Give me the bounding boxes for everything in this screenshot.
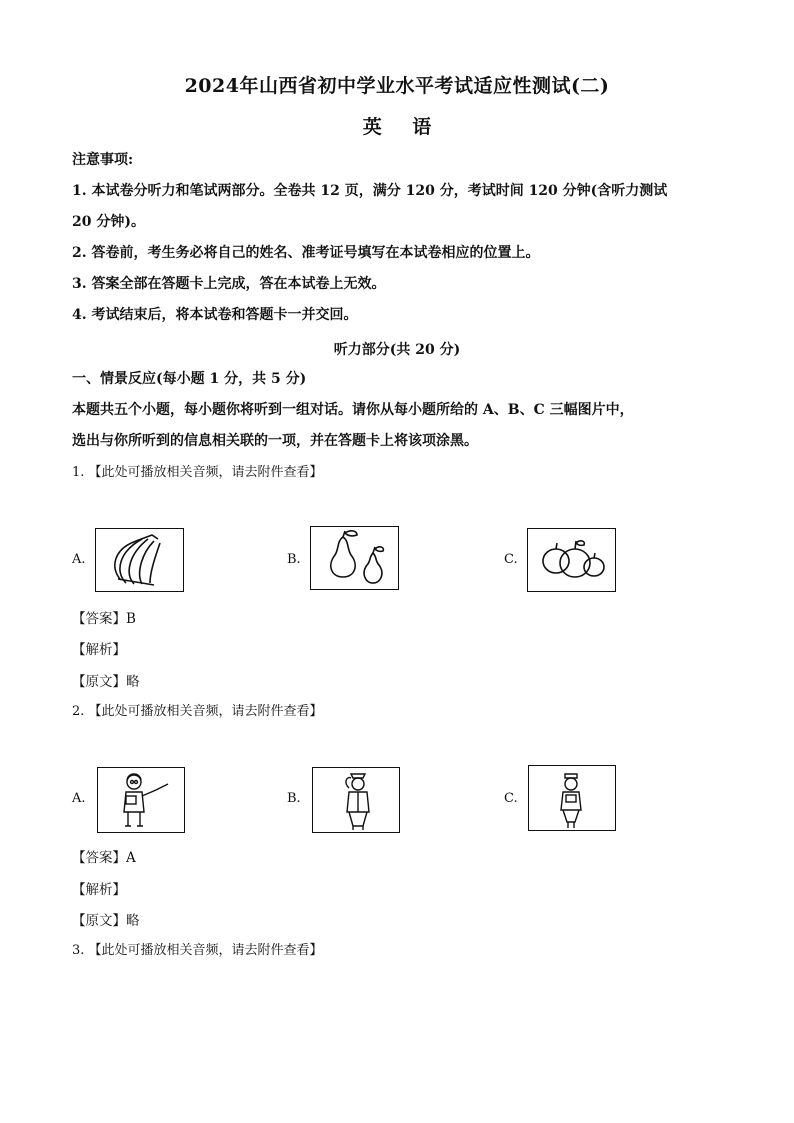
question-3-prompt: 3. 【此处可播放相关音频，请去附件查看】	[72, 943, 323, 958]
q1-option-b-label: B.	[287, 552, 301, 567]
pears-icon	[311, 527, 398, 589]
q1-analysis: 【解析】	[72, 642, 126, 658]
apples-icon	[528, 529, 615, 591]
bananas-icon	[96, 529, 183, 591]
q1-option-a-picture	[95, 528, 184, 592]
notice-heading: 注意事项:	[72, 152, 134, 168]
notice-item-1: 1. 本试卷分听力和笔试两部分。全卷共 12 页，满分 120 分，考试时间 120 分钟(含听力测试	[72, 183, 668, 199]
notice-item-2: 2. 答卷前，考生务必将自己的姓名、准考证号填写在本试卷相应的位置上。	[72, 245, 540, 261]
teacher-icon	[98, 768, 184, 832]
instructions-line-1: 本题共五个小题，每小题你将听到一组对话。请你从每小题所给的 A、B、C 三幅图片中，	[72, 402, 634, 418]
q1-option-a-label: A.	[72, 552, 86, 567]
exam-title: 2024年山西省初中学业水平考试适应性测试(二)	[184, 75, 610, 97]
q2-option-a-picture	[97, 767, 185, 833]
question-2-prompt: 2. 【此处可播放相关音频，请去附件查看】	[72, 704, 323, 719]
q2-analysis: 【解析】	[72, 882, 126, 898]
notice-item-1-cont: 20 分钟)。	[72, 214, 145, 230]
q1-original: 【原文】略	[72, 674, 140, 690]
q2-answer: 【答案】A	[72, 850, 136, 866]
q2-original: 【原文】略	[72, 913, 140, 929]
q1-option-b-picture	[310, 526, 399, 590]
notice-item-3: 3. 答案全部在答题卡上完成，答在本试卷上无效。	[72, 276, 386, 292]
instructions-line-2: 选出与你所听到的信息相关联的一项，并在答题卡上将该项涂黑。	[72, 433, 478, 449]
nurse-icon	[529, 766, 615, 830]
question-1-prompt: 1. 【此处可播放相关音频，请去附件查看】	[72, 465, 323, 480]
subject-title: 英 语	[362, 116, 444, 138]
q1-option-c-label: C.	[504, 552, 518, 567]
q2-option-b-label: B.	[287, 791, 301, 806]
q1-option-c-picture	[527, 528, 616, 592]
listening-section-title: 听力部分(共 20 分)	[333, 342, 461, 358]
q2-option-c-picture	[528, 765, 616, 831]
part-one-title: 一、情景反应(每小题 1 分，共 5 分)	[72, 371, 307, 387]
q2-option-a-label: A.	[72, 791, 86, 806]
notice-item-4: 4. 考试结束后，将本试卷和答题卡一并交回。	[72, 307, 358, 323]
q1-answer: 【答案】B	[72, 611, 136, 627]
q2-option-c-label: C.	[504, 791, 518, 806]
police-officer-icon	[313, 768, 399, 832]
q2-option-b-picture	[312, 767, 400, 833]
